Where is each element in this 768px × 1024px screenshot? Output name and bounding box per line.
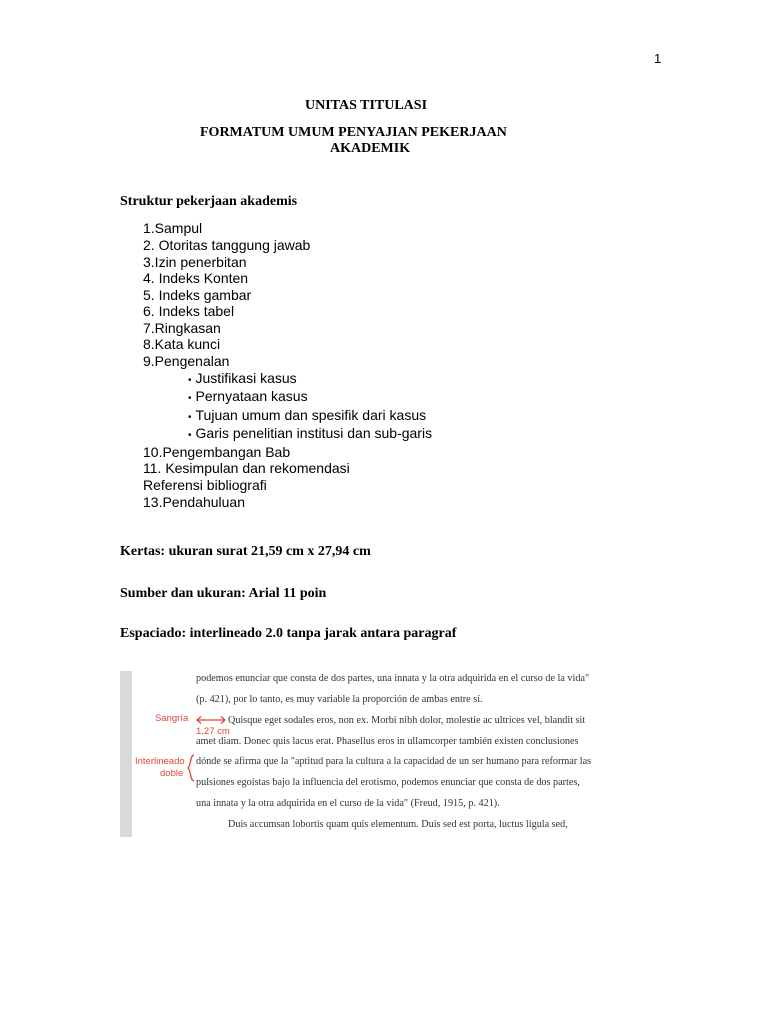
list-item: 2. Otoritas tanggung jawab	[143, 237, 311, 253]
document-title-line-3: AKADEMIK	[330, 141, 411, 156]
spacing-spec: Espaciado: interlineado 2.0 tanpa jarak antara paragraf	[120, 626, 457, 641]
list-item: 7.Ringkasan	[143, 320, 221, 336]
list-item: 9.Pengenalan	[143, 353, 230, 369]
sub-list-item: • Justifikasi kasus	[188, 370, 297, 386]
example-text-line: una innata y la otra adquirida en el curso de la vida" (Freud, 1915, p. 421).	[196, 798, 500, 809]
font-spec: Sumber dan ukuran: Arial 11 poin	[120, 586, 327, 601]
list-item: Referensi bibliografi	[143, 477, 267, 493]
page-number: 1	[654, 51, 662, 66]
structure-heading: Struktur pekerjaan akademis	[120, 194, 298, 209]
formatting-example-image	[120, 671, 616, 837]
example-text-line: pulsiones egoístas bajo la influencia del erotismo, podemos enunciar que consta de dos partes,	[196, 777, 580, 788]
example-text-line: (p. 421), por lo tanto, es muy variable la proporción de ambas entre sí.	[196, 694, 483, 705]
bullet-icon: •	[188, 430, 192, 441]
list-item: 8.Kata kunci	[143, 336, 221, 352]
brace-icon	[186, 754, 196, 782]
line-spacing-label: doble	[160, 768, 184, 779]
sub-list-item: • Tujuan umum dan spesifik dari kasus	[188, 407, 427, 423]
list-item: 11. Kesimpulan dan rekomendasi	[143, 460, 350, 476]
indent-arrow-icon	[194, 715, 228, 725]
bullet-icon: •	[188, 375, 192, 386]
paper-spec: Kertas: ukuran surat 21,59 cm x 27,94 cm	[120, 544, 371, 559]
indent-label: Sangría	[155, 713, 189, 724]
margin-bar	[120, 671, 132, 837]
example-text-line: dónde se afirma que la "aptitud para la cultura a la capacidad de un ser humano para reformar las	[196, 756, 592, 767]
list-item: 5. Indeks gambar	[143, 287, 252, 303]
example-text-line: Quisque eget sodales eros, non ex. Morbi nibh dolor, molestie ac ultrices vel, blandit sit	[228, 715, 586, 726]
example-text-line: Duis accumsan lobortis quam quis elementum. Duis sed est porta, luctus ligula sed,	[228, 819, 568, 830]
indent-size-label: 1,27 cm	[196, 726, 230, 737]
list-item: 13.Pendahuluan	[143, 494, 245, 510]
list-item: 3.Izin penerbitan	[143, 254, 247, 270]
example-text-line: podemos enunciar que consta de dos partes, una innata y la otra adquirida en el curso de la vida"	[196, 673, 590, 684]
list-item: 6. Indeks tabel	[143, 303, 235, 319]
sub-list-item: • Pernyataan kasus	[188, 388, 308, 404]
list-item: 1.Sampul	[143, 220, 203, 236]
document-title-line-1: UNITAS TITULASI	[305, 98, 428, 113]
bullet-icon: •	[188, 412, 192, 423]
line-spacing-label: Interlineado	[135, 756, 185, 767]
bullet-icon: •	[188, 393, 192, 404]
list-item: 4. Indeks Konten	[143, 270, 249, 286]
list-item: 10.Pengembangan Bab	[143, 444, 291, 460]
document-title-line-2: FORMATUM UMUM PENYAJIAN PEKERJAAN	[200, 125, 507, 140]
sub-list-item: • Garis penelitian institusi dan sub-garis	[188, 425, 433, 441]
example-text-line: amet diam. Donec quis lacus erat. Phasellus eros in ullamcorper también existen conclusiones	[196, 736, 579, 747]
